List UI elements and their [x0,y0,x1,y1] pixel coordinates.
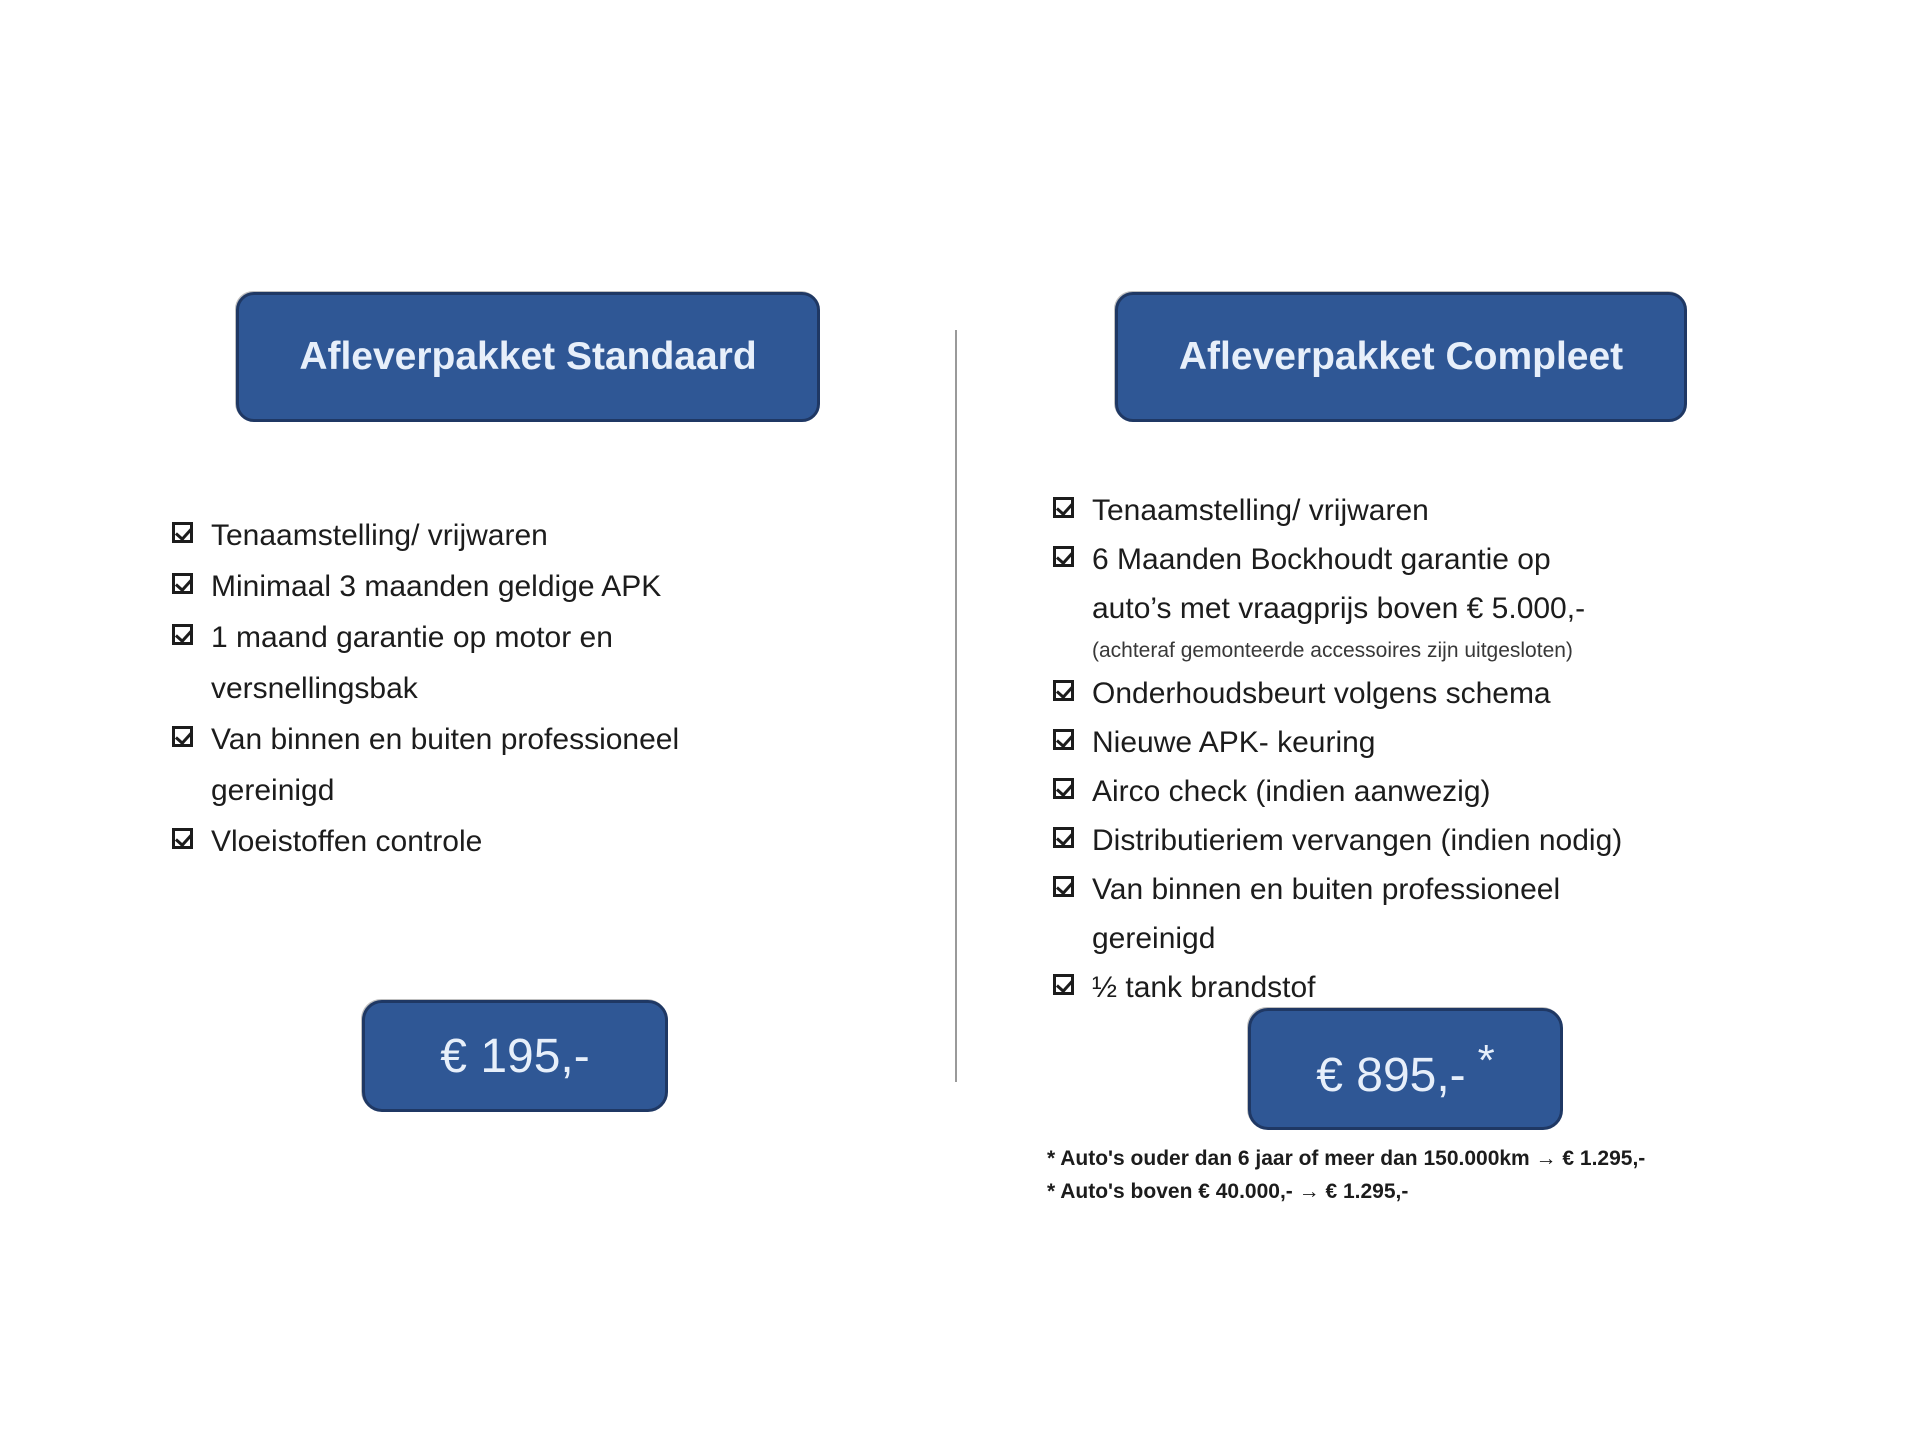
item-line: Tenaamstelling/ vrijwaren [1092,494,1429,527]
standaard-title-box [236,292,820,422]
item-line: Van binnen en buiten professioneel [211,723,680,756]
compleet-checklist [1053,486,1622,1012]
list-item [1053,767,1622,816]
standaard-price-box [362,1000,668,1112]
item-line: Tenaamstelling/ vrijwaren [211,519,548,552]
item-line: 1 maand garantie op motor en [211,621,613,654]
checkbox-checked-icon [172,726,193,747]
list-item [172,816,679,867]
checkbox-checked-icon [1053,827,1074,848]
footnotes [1047,1142,1645,1208]
column-divider [955,330,957,1082]
item-line: gereinigd [1092,922,1216,955]
item-line: 6 Maanden Bockhoudt garantie op [1092,543,1551,576]
compleet-price-amount: € 895,- [1316,1048,1466,1102]
checkbox-checked-icon [1053,778,1074,799]
item-line: Distributieriem vervangen (indien nodig) [1092,824,1623,857]
checkbox-checked-icon [1053,680,1074,701]
checkbox-checked-icon [172,828,193,849]
list-item [1053,865,1622,963]
list-item [172,612,679,714]
checkbox-checked-icon [1053,974,1074,995]
footnote-line: * Auto's boven € 40.000,- → € 1.295,- [1047,1180,1409,1203]
item-line: ½ tank brandstof [1092,971,1316,1004]
footnote-line: * Auto's ouder dan 6 jaar of meer dan 150.000km → € 1.295,- [1047,1147,1646,1170]
checkbox-checked-icon [1053,876,1074,897]
list-item [1053,816,1622,865]
item-line: versnellingsbak [211,672,418,705]
compleet-price-box [1248,1008,1563,1130]
list-item [1053,669,1622,718]
compleet-title: Afleverpakket Compleet [1178,335,1624,378]
item-line: Minimaal 3 maanden geldige APK [211,570,662,603]
standaard-title: Afleverpakket Standaard [299,335,757,378]
item-line: gereinigd [211,774,335,807]
item-line: Vloeistoffen controle [211,825,483,858]
item-note: (achteraf gemonteerde accessoires zijn uitgesloten) [1092,639,1573,662]
standaard-price: € 195,- [440,1029,590,1083]
compleet-price [1316,1036,1495,1103]
list-item [1053,963,1622,1012]
item-line: Van binnen en buiten professioneel [1092,873,1561,906]
list-item [1053,718,1622,767]
list-item [172,510,679,561]
item-line: Airco check (indien aanwezig) [1092,775,1491,808]
checkbox-checked-icon [172,522,193,543]
checkbox-checked-icon [1053,729,1074,750]
list-item [1053,535,1622,669]
item-line: Onderhoudsbeurt volgens schema [1092,677,1551,710]
checkbox-checked-icon [172,573,193,594]
checkbox-checked-icon [1053,546,1074,567]
item-line: Nieuwe APK- keuring [1092,726,1376,759]
list-item [172,561,679,612]
item-line: auto’s met vraagprijs boven € 5.000,- [1092,592,1586,625]
checkbox-checked-icon [1053,497,1074,518]
standaard-checklist [172,510,679,867]
compleet-price-asterisk: * [1477,1035,1495,1085]
list-item [1053,486,1622,535]
checkbox-checked-icon [172,624,193,645]
list-item [172,714,679,816]
compleet-title-box [1115,292,1687,422]
